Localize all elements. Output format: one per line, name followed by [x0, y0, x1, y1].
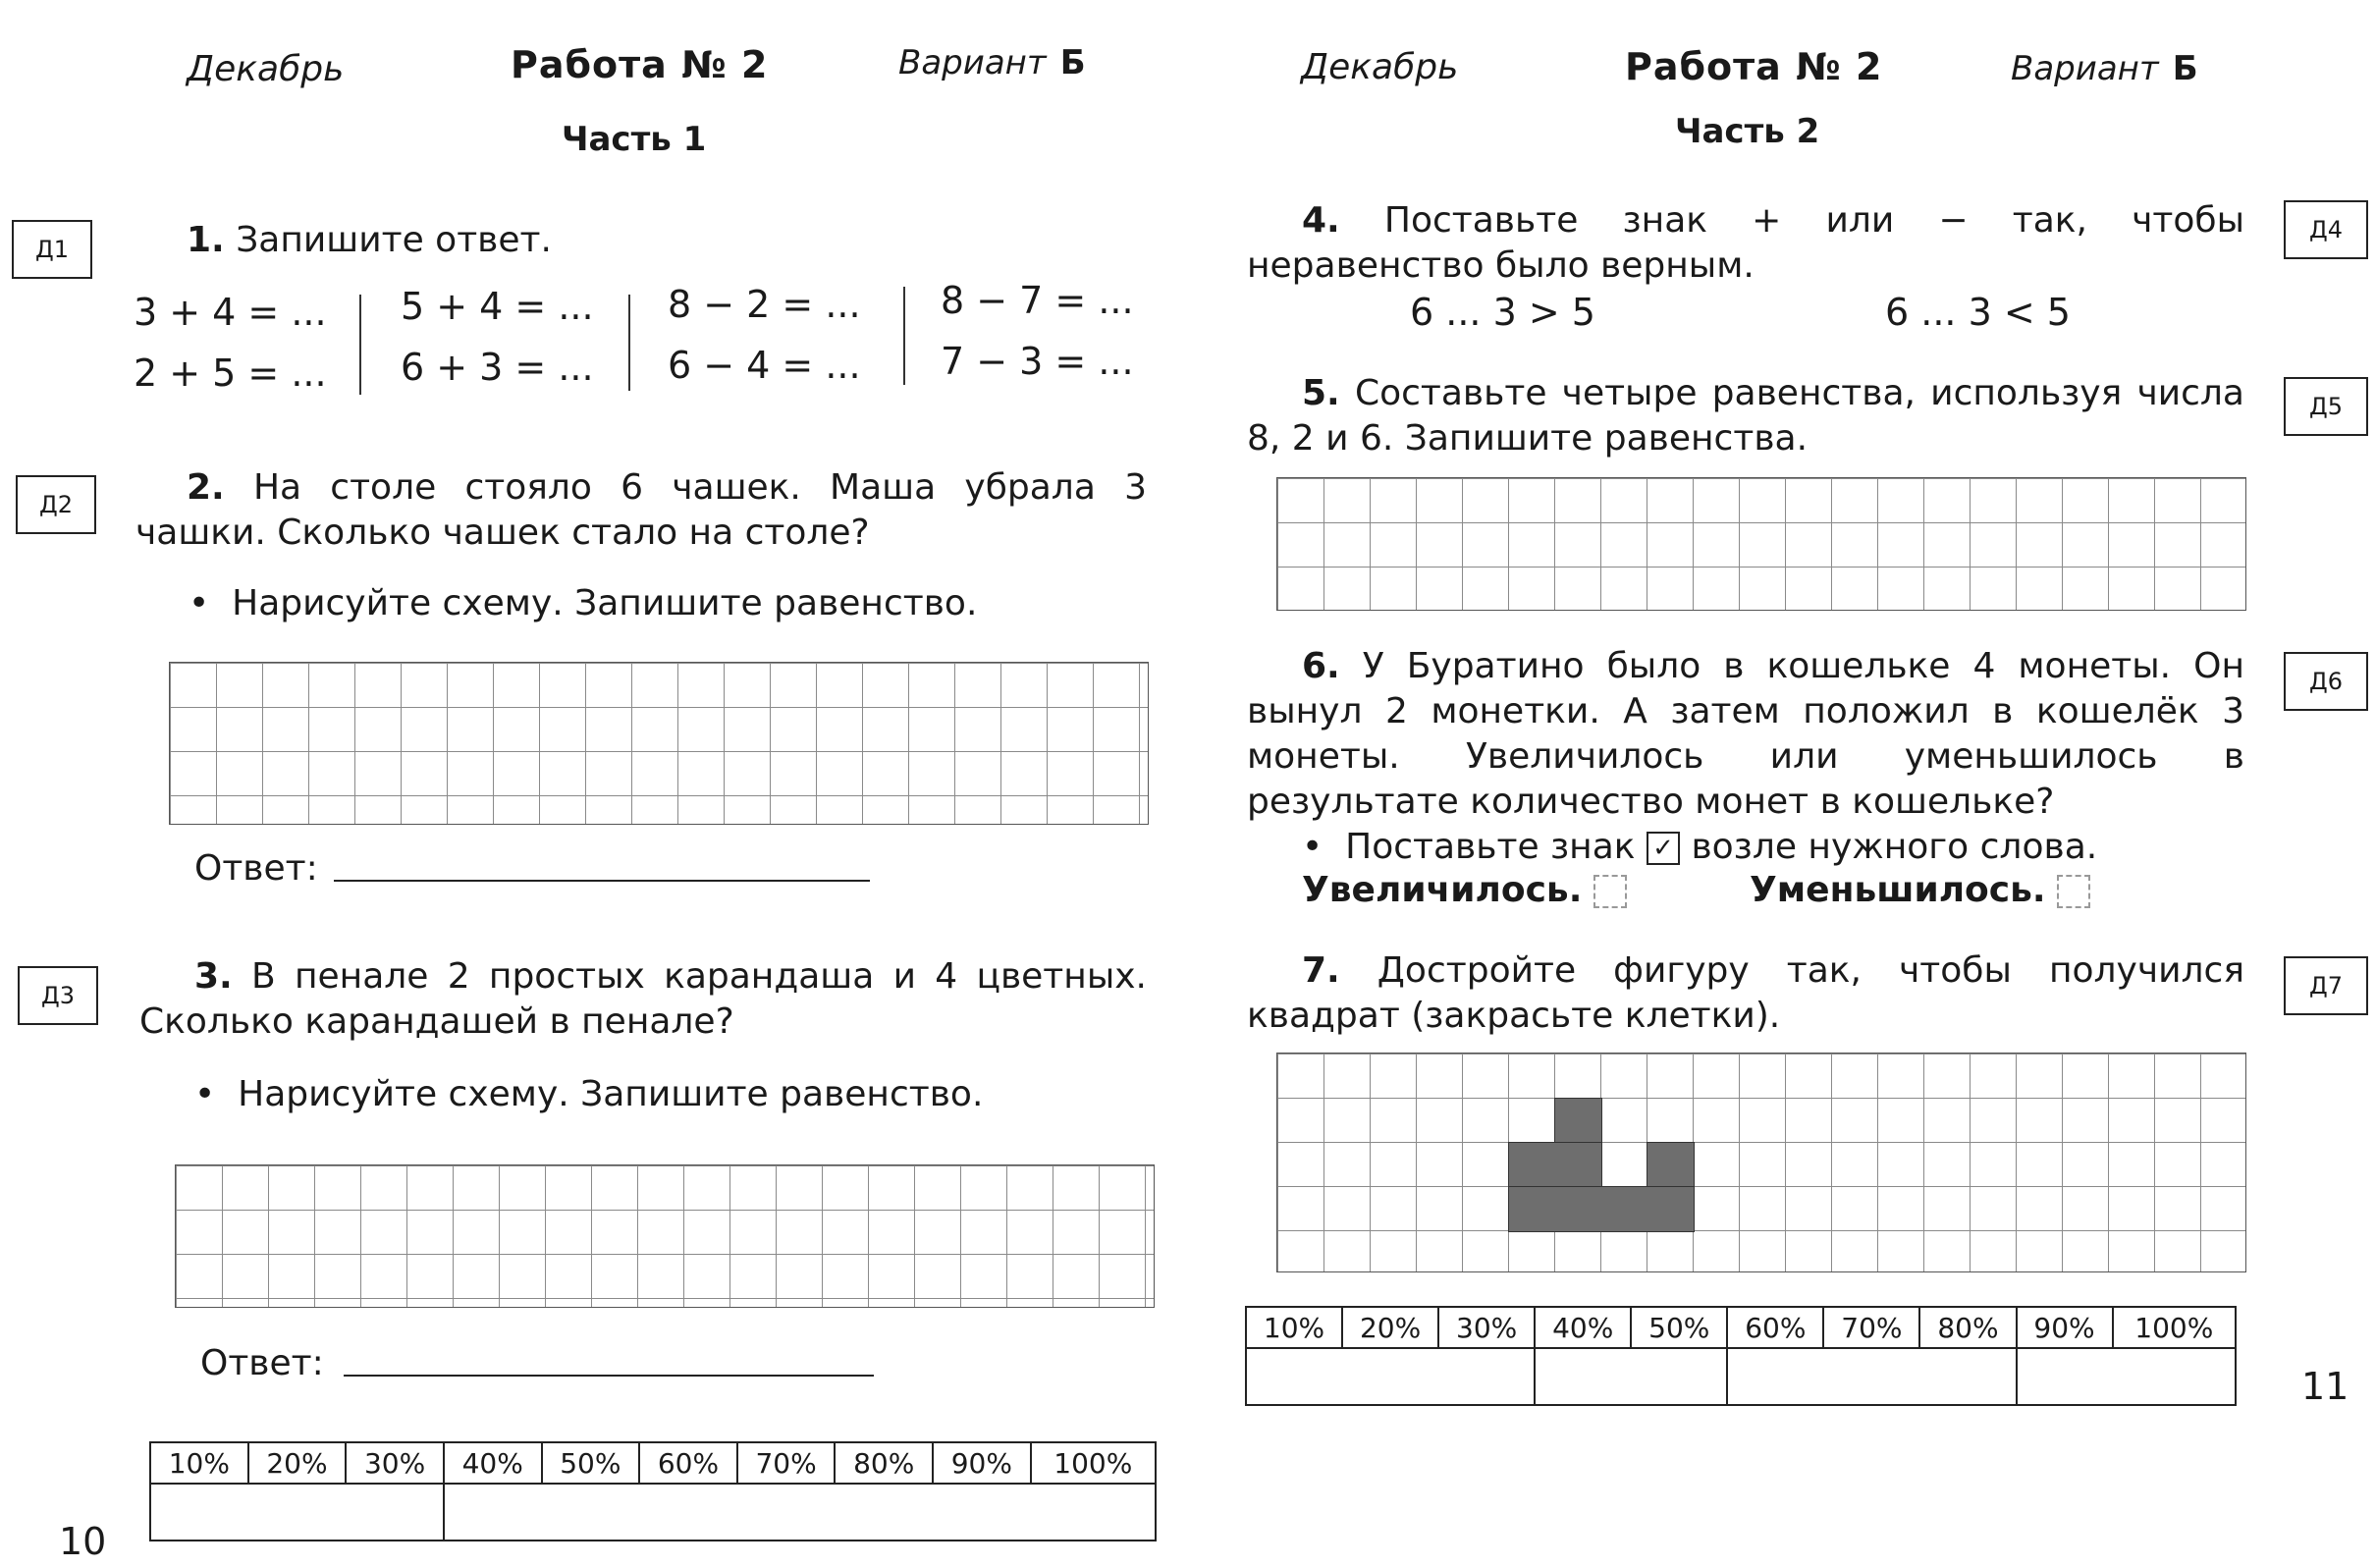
task7-text: Достройте фигуру так, чтобы получился квадрат (закрасьте клетки).	[1247, 950, 2244, 1036]
column-divider	[359, 295, 361, 395]
task2-answer-label: Ответ:	[194, 848, 318, 889]
task3-instruction-text: Нарисуйте схему. Запишите равенство.	[238, 1074, 984, 1114]
option-increase-label: Увеличилось.	[1302, 870, 1583, 910]
task1-number: 1.	[187, 220, 225, 260]
percent-cell: 20%	[248, 1442, 347, 1484]
task2-instruction	[189, 581, 977, 626]
left-percent-scale	[149, 1441, 1157, 1541]
percent-cell: 60%	[639, 1442, 737, 1484]
score-cell[interactable]	[2017, 1348, 2237, 1405]
score-cell[interactable]	[150, 1484, 444, 1541]
filled-cell	[1508, 1142, 1602, 1188]
task3-drawing-grid[interactable]	[175, 1164, 1155, 1308]
filled-cell	[1508, 1186, 1695, 1232]
expr-2: 2 + 5 = ...	[134, 351, 327, 395]
left-variant	[898, 43, 1086, 82]
score-cell[interactable]	[1535, 1348, 1727, 1405]
task3-answer-line[interactable]	[344, 1375, 874, 1377]
score-cell[interactable]	[444, 1484, 1156, 1541]
percent-cell: 60%	[1727, 1307, 1823, 1348]
percent-cell: 30%	[1438, 1307, 1535, 1348]
task4-number: 4.	[1302, 200, 1340, 241]
right-variant-label: Вариант	[2011, 49, 2159, 88]
percent-cell: 90%	[933, 1442, 1031, 1484]
expr-1: 3 + 4 = ...	[134, 291, 327, 334]
task6-number: 6.	[1302, 646, 1340, 686]
task3-text: В пенале 2 простых карандаша и 4 цветных. Сколько карандашей в пенале?	[139, 956, 1147, 1042]
right-part: Часть 2	[1675, 112, 1820, 151]
left-variant-letter: Б	[1059, 43, 1086, 82]
expr-6: 6 − 4 = ...	[668, 344, 861, 387]
bullet: •	[189, 583, 210, 623]
option-increase-checkbox[interactable]	[1593, 875, 1627, 908]
task2-code-box: Д2	[16, 475, 96, 534]
task5-number: 5.	[1302, 373, 1340, 413]
task6-code-box: Д6	[2284, 652, 2368, 711]
task6-instruction	[1302, 825, 2097, 870]
filled-cell	[1554, 1098, 1602, 1144]
option-decrease-label: Уменьшилось.	[1750, 870, 2046, 910]
task1-prompt	[187, 218, 552, 263]
task5-writing-grid[interactable]	[1276, 477, 2246, 611]
left-month: Декабрь	[187, 49, 345, 89]
filled-cell	[1647, 1142, 1695, 1188]
left-work-title: Работа № 2	[511, 43, 769, 86]
percent-cell: 10%	[150, 1442, 248, 1484]
task7-number: 7.	[1302, 950, 1340, 991]
right-variant	[2011, 49, 2198, 88]
task4-text: Поставьте знак + или − так, чтобы неравенство было верным.	[1247, 200, 2244, 286]
task6-option-decrease	[1750, 868, 2090, 913]
task4-code-box: Д4	[2284, 200, 2368, 259]
task3-code-box: Д3	[18, 966, 98, 1025]
percent-cell: 80%	[835, 1442, 933, 1484]
percent-cell: 40%	[444, 1442, 542, 1484]
expr-3: 5 + 4 = ...	[401, 285, 594, 328]
left-page-number: 10	[59, 1520, 107, 1563]
inequality-1[interactable]: 6 ... 3 > 5	[1410, 291, 1595, 334]
percent-cell: 50%	[542, 1442, 640, 1484]
inequality-2[interactable]: 6 ... 3 < 5	[1885, 291, 2071, 334]
percent-cell: 100%	[1031, 1442, 1156, 1484]
column-divider	[903, 287, 905, 385]
task6-instruction-a: Поставьте знак	[1345, 827, 1636, 867]
task6-text: У Буратино было в кошельке 4 монеты. Он вынул 2 монетки. А затем положил в кошелёк 3 монеты. Увеличилось или уменьшилось в результате количество монет в кошельке?	[1247, 646, 2244, 822]
expr-8: 7 − 3 = ...	[941, 340, 1134, 383]
task2-instruction-text: Нарисуйте схему. Запишите равенство.	[232, 583, 978, 623]
task5-prompt	[1247, 371, 2244, 461]
right-variant-letter: Б	[2172, 49, 2198, 88]
expr-5: 8 − 2 = ...	[668, 283, 861, 326]
right-month: Декабрь	[1301, 47, 1459, 87]
checkmark-icon: ✓	[1647, 832, 1680, 865]
task6-option-increase	[1302, 868, 1627, 913]
expr-7: 8 − 7 = ...	[941, 279, 1134, 322]
task3-instruction	[194, 1072, 983, 1117]
right-work-title: Работа № 2	[1625, 45, 1883, 88]
percent-cell: 70%	[737, 1442, 836, 1484]
percent-cell: 90%	[2017, 1307, 2113, 1348]
percent-cell: 20%	[1342, 1307, 1438, 1348]
percent-cell: 80%	[1919, 1307, 2016, 1348]
bullet: •	[194, 1074, 216, 1114]
task7-shape-grid[interactable]	[1276, 1053, 2246, 1272]
percent-cell: 40%	[1535, 1307, 1631, 1348]
expr-4: 6 + 3 = ...	[401, 346, 594, 389]
left-part: Часть 1	[562, 120, 707, 159]
task2-prompt	[135, 465, 1147, 556]
percent-cell: 10%	[1246, 1307, 1342, 1348]
column-divider	[628, 295, 630, 391]
task3-prompt	[139, 954, 1147, 1045]
task1-code-box: Д1	[12, 220, 92, 279]
percent-cell: 30%	[346, 1442, 444, 1484]
task7-prompt	[1247, 948, 2244, 1039]
right-percent-scale	[1245, 1306, 2237, 1406]
task3-answer-label: Ответ:	[200, 1343, 324, 1383]
task5-code-box: Д5	[2284, 377, 2368, 436]
task6-instruction-b: возле нужного слова.	[1691, 827, 2098, 867]
task4-prompt	[1247, 198, 2244, 289]
task1-text: Запишите ответ.	[236, 220, 552, 260]
task2-number: 2.	[187, 467, 225, 508]
task6-prompt	[1247, 644, 2244, 825]
score-cell[interactable]	[1246, 1348, 1535, 1405]
bullet: •	[1302, 827, 1323, 867]
task2-drawing-grid[interactable]	[169, 662, 1149, 825]
score-cell[interactable]	[1727, 1348, 2016, 1405]
right-page-number: 11	[2301, 1365, 2349, 1408]
percent-cell: 100%	[2113, 1307, 2236, 1348]
percent-cell: 50%	[1631, 1307, 1727, 1348]
task2-text: На столе стояло 6 чашек. Маша убрала 3 чашки. Сколько чашек стало на столе?	[135, 467, 1147, 553]
task7-code-box: Д7	[2284, 956, 2368, 1015]
percent-cell: 70%	[1823, 1307, 1919, 1348]
option-decrease-checkbox[interactable]	[2057, 875, 2090, 908]
task2-answer-line[interactable]	[334, 880, 870, 882]
left-variant-label: Вариант	[898, 43, 1047, 82]
task5-text: Составьте четыре равенства, используя числа 8, 2 и 6. Запишите равенства.	[1247, 373, 2244, 459]
task3-number: 3.	[194, 956, 233, 997]
